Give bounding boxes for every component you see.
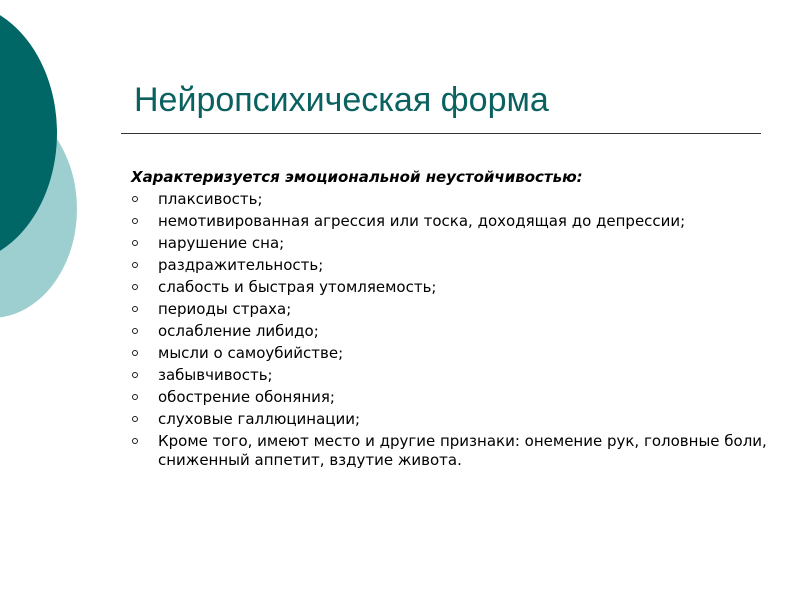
list-item-text: ослабление либидо;: [158, 322, 319, 340]
bullet-icon: [132, 240, 138, 246]
bullet-icon: [132, 262, 138, 268]
list-item: [131, 212, 771, 231]
list-item: [131, 322, 771, 341]
slide-title: Нейропсихическая форма: [134, 81, 549, 119]
bullet-icon: [132, 394, 138, 400]
list-item-text: раздражительность;: [158, 256, 324, 274]
list-item-text: Кроме того, имеют место и другие признаки: онемение рук, головные боли, сниженный аппетит, вздутие живота.: [158, 432, 767, 469]
list-item-text: слабость и быстрая утомляемость;: [158, 278, 437, 296]
list-item: [131, 432, 771, 470]
bullet-icon: [132, 350, 138, 356]
bullet-icon: [132, 218, 138, 224]
list-item: [131, 278, 771, 297]
list-item-text: мысли о самоубийстве;: [158, 344, 344, 362]
bullet-icon: [132, 416, 138, 422]
bullet-icon: [132, 284, 138, 290]
list-item: [131, 300, 771, 319]
list-item: [131, 234, 771, 253]
slide-content: [131, 168, 771, 473]
list-item: [131, 410, 771, 429]
list-item-text: плаксивость;: [158, 190, 263, 208]
bullet-icon: [132, 328, 138, 334]
list-item: [131, 256, 771, 275]
bullet-icon: [132, 438, 138, 444]
intro-text: Характеризуется эмоциональной неустойчивостью:: [131, 168, 583, 186]
list-item-text: забывчивость;: [158, 366, 273, 384]
bullet-icon: [132, 372, 138, 378]
list-item-text: слуховые галлюцинации;: [158, 410, 361, 428]
list-item-text: нарушение сна;: [158, 234, 285, 252]
list-item: [131, 388, 771, 407]
bullet-icon: [132, 306, 138, 312]
bullet-list: [131, 190, 771, 470]
title-divider: [121, 133, 761, 134]
list-item-text: периоды страха;: [158, 300, 292, 318]
list-item: [131, 190, 771, 209]
list-item: [131, 366, 771, 385]
list-item-text: обострение обоняния;: [158, 388, 335, 406]
bullet-icon: [132, 196, 138, 202]
list-item: [131, 344, 771, 363]
list-item-text: немотивированная агрессия или тоска, доходящая до депрессии;: [158, 212, 686, 230]
